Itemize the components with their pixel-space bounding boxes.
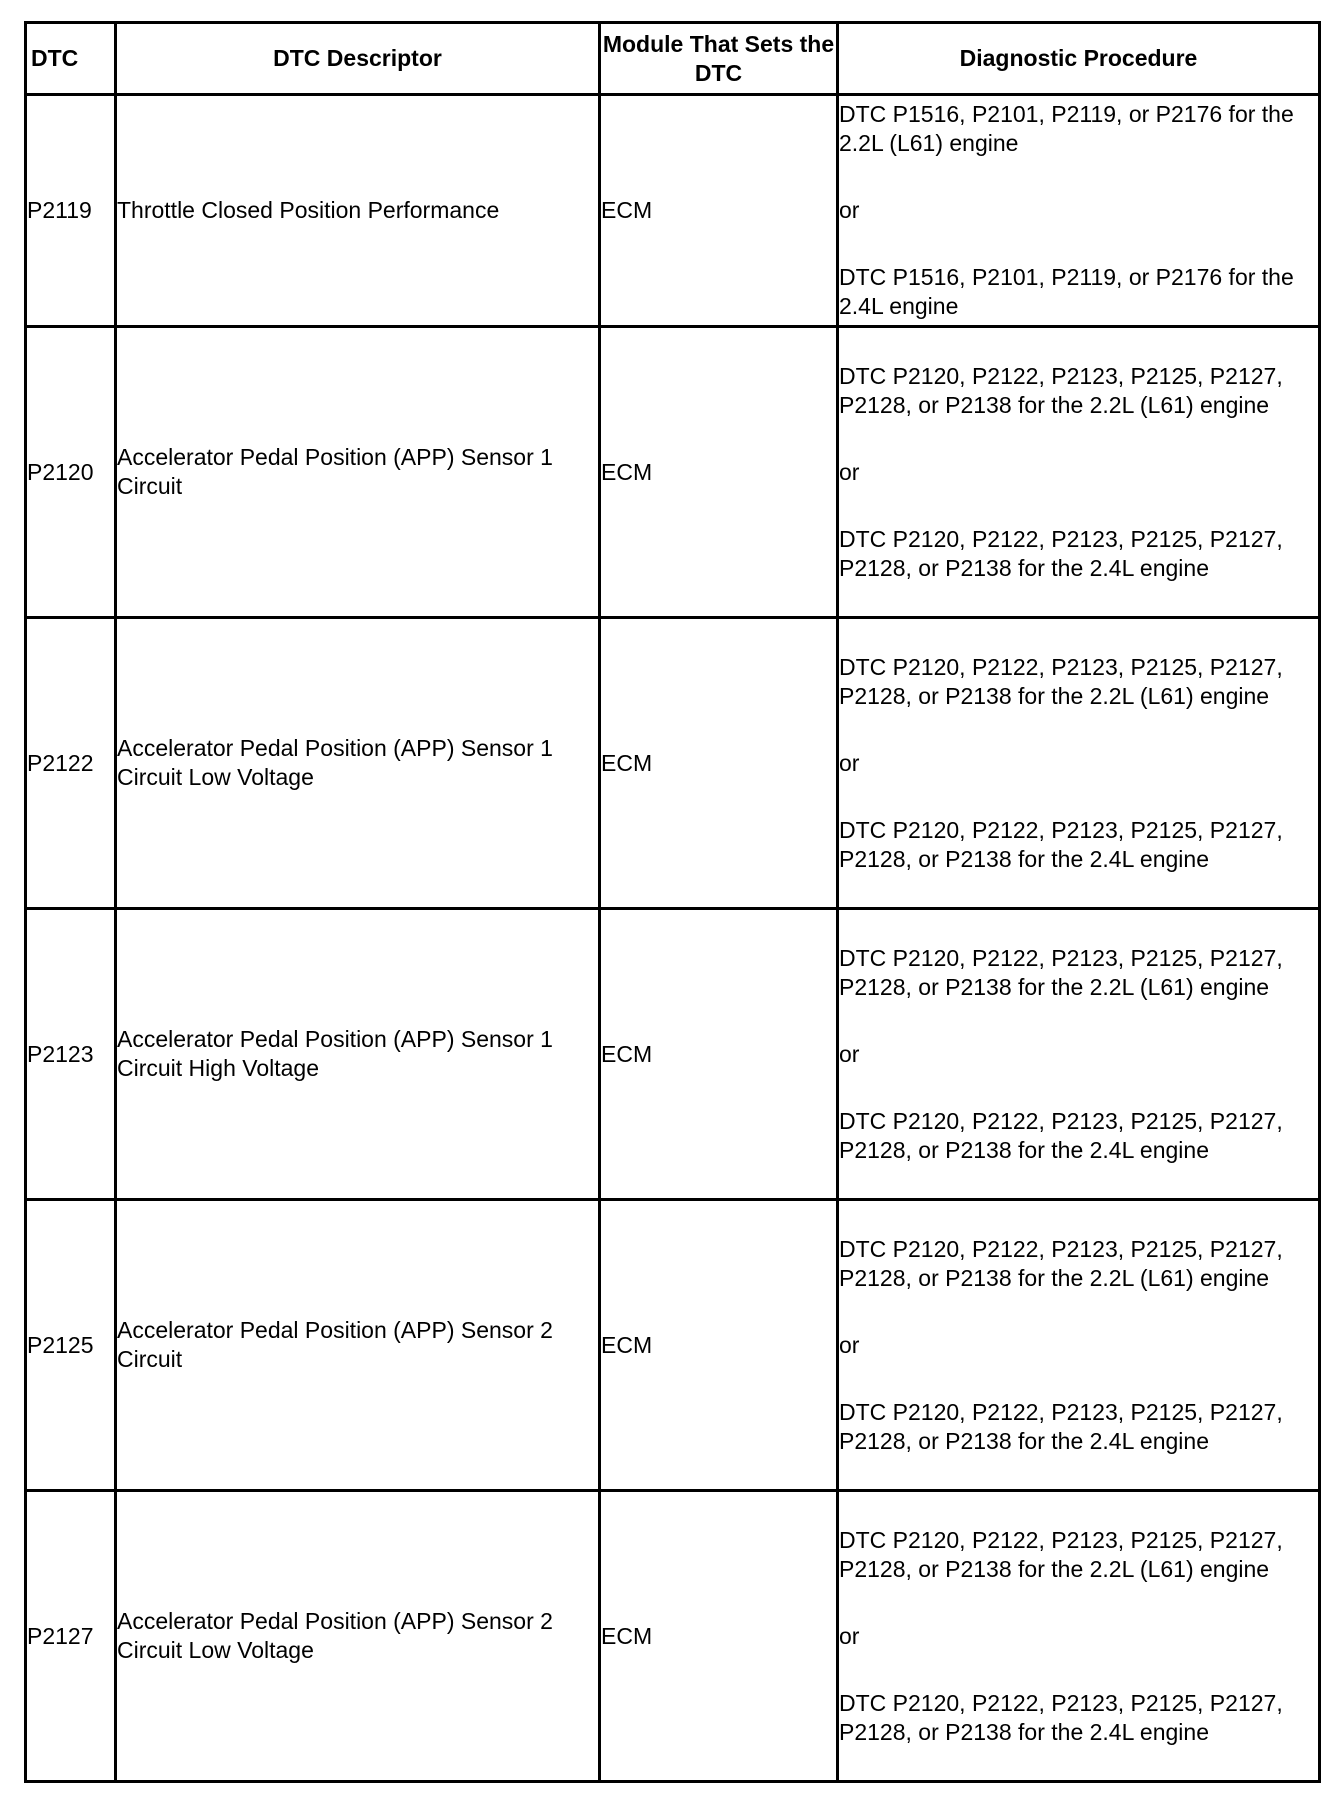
dtc-code: P2125 — [26, 1200, 116, 1491]
procedure-or-text: or — [839, 1331, 860, 1358]
diagnostic-procedure — [838, 95, 1320, 327]
header-procedure: Diagnostic Procedure — [838, 23, 1320, 95]
dtc-code: P2123 — [26, 909, 116, 1200]
procedure-2-4l-link[interactable]: DTC P2120, P2122, P2123, P2125, P2127, P2128, or P2138 for the 2.4L engine — [839, 1107, 1283, 1163]
diagnostic-procedure — [838, 909, 1320, 1200]
procedure-or-text: or — [839, 197, 860, 223]
dtc-descriptor: Accelerator Pedal Position (APP) Sensor 1 Circuit High Voltage — [116, 909, 600, 1200]
dtc-table — [24, 21, 1321, 1783]
dtc-module: ECM — [600, 618, 838, 909]
dtc-code: P2120 — [26, 327, 116, 618]
table-row — [26, 618, 1320, 909]
procedure-2-4l-link[interactable]: DTC P2120, P2122, P2123, P2125, P2127, P2128, or P2138 for the 2.4L engine — [839, 525, 1283, 581]
table-row — [26, 1491, 1320, 1782]
table-header-row — [26, 23, 1320, 95]
table-row — [26, 95, 1320, 327]
dtc-module: ECM — [600, 1200, 838, 1491]
diagnostic-procedure — [838, 1200, 1320, 1491]
dtc-module: ECM — [600, 327, 838, 618]
dtc-descriptor: Accelerator Pedal Position (APP) Sensor 2 Circuit Low Voltage — [116, 1491, 600, 1782]
dtc-module: ECM — [600, 1491, 838, 1782]
header-module: Module That Sets the DTC — [600, 23, 838, 95]
procedure-2-2l-link[interactable]: DTC P2120, P2122, P2123, P2125, P2127, P2128, or P2138 for the 2.2L (L61) engine — [839, 944, 1283, 1000]
procedure-2-2l-link[interactable]: DTC P1516, P2101, P2119, or P2176 for the 2.2L (L61) engine — [839, 101, 1294, 156]
dtc-module: ECM — [600, 909, 838, 1200]
header-descriptor: DTC Descriptor — [116, 23, 600, 95]
dtc-code: P2127 — [26, 1491, 116, 1782]
dtc-code: P2122 — [26, 618, 116, 909]
table-row — [26, 327, 1320, 618]
dtc-descriptor: Throttle Closed Position Performance — [116, 95, 600, 327]
procedure-2-4l-link[interactable]: DTC P2120, P2122, P2123, P2125, P2127, P2128, or P2138 for the 2.4L engine — [839, 1398, 1283, 1454]
procedure-or-text: or — [839, 1040, 860, 1067]
procedure-2-2l-link[interactable]: DTC P2120, P2122, P2123, P2125, P2127, P2128, or P2138 for the 2.2L (L61) engine — [839, 1526, 1283, 1582]
procedure-2-4l-link[interactable]: DTC P2120, P2122, P2123, P2125, P2127, P2128, or P2138 for the 2.4L engine — [839, 1689, 1283, 1745]
procedure-2-2l-link[interactable]: DTC P2120, P2122, P2123, P2125, P2127, P2128, or P2138 for the 2.2L (L61) engine — [839, 362, 1283, 418]
diagnostic-procedure — [838, 1491, 1320, 1782]
procedure-or-text: or — [839, 749, 860, 776]
table-row — [26, 1200, 1320, 1491]
dtc-descriptor: Accelerator Pedal Position (APP) Sensor 2 Circuit — [116, 1200, 600, 1491]
dtc-descriptor: Accelerator Pedal Position (APP) Sensor 1 Circuit Low Voltage — [116, 618, 600, 909]
dtc-code: P2119 — [26, 95, 116, 327]
table-row — [26, 909, 1320, 1200]
procedure-or-text: or — [839, 458, 860, 485]
procedure-2-2l-link[interactable]: DTC P2120, P2122, P2123, P2125, P2127, P2128, or P2138 for the 2.2L (L61) engine — [839, 1235, 1283, 1291]
procedure-2-2l-link[interactable]: DTC P2120, P2122, P2123, P2125, P2127, P2128, or P2138 for the 2.2L (L61) engine — [839, 653, 1283, 709]
procedure-2-4l-link[interactable]: DTC P1516, P2101, P2119, or P2176 for the 2.4L engine — [839, 264, 1294, 319]
diagnostic-procedure — [838, 327, 1320, 618]
diagnostic-procedure — [838, 618, 1320, 909]
dtc-descriptor: Accelerator Pedal Position (APP) Sensor 1 Circuit — [116, 327, 600, 618]
header-dtc: DTC — [26, 23, 116, 95]
procedure-or-text: or — [839, 1622, 860, 1649]
procedure-2-4l-link[interactable]: DTC P2120, P2122, P2123, P2125, P2127, P2128, or P2138 for the 2.4L engine — [839, 816, 1283, 872]
dtc-module: ECM — [600, 95, 838, 327]
